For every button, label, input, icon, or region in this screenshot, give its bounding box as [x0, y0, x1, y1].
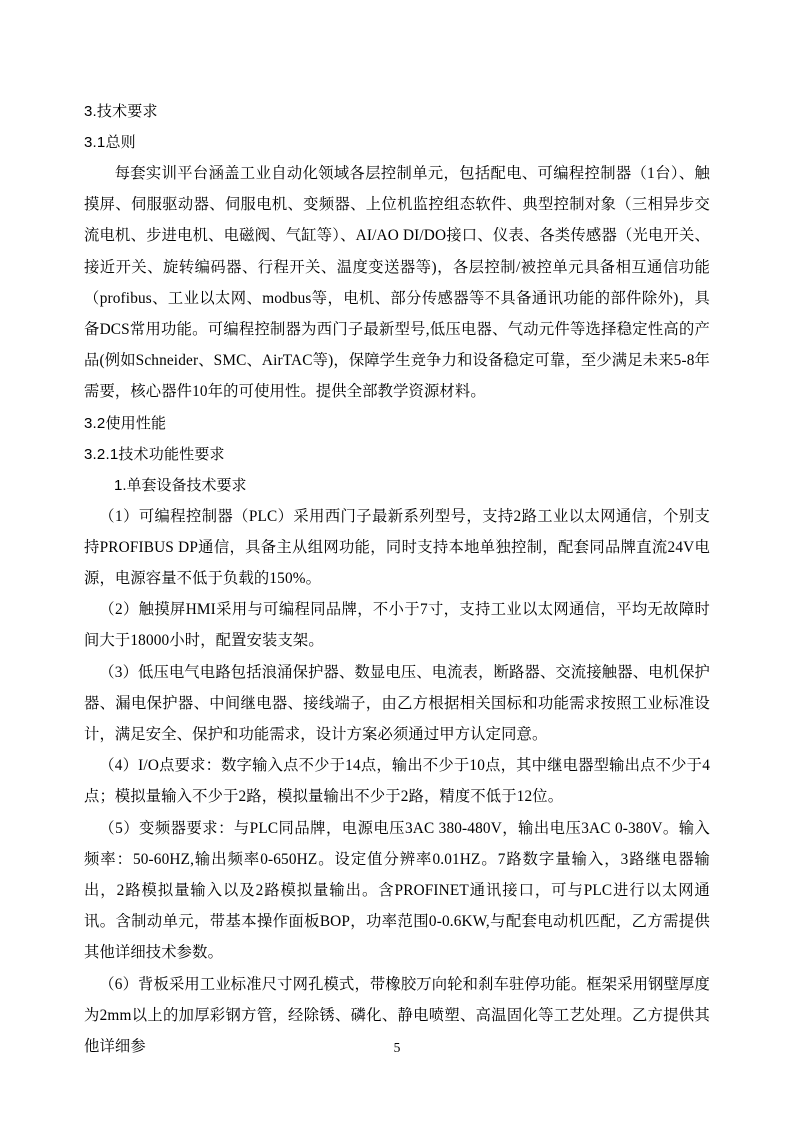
section-heading-3-2: 3.2使用性能: [84, 414, 167, 432]
section-heading-3-2-1: 3.2.1技术功能性要求: [84, 445, 225, 463]
paragraph-item-5-inverter: （5）变频器要求：与PLC同品牌，电源电压3AC 380-480V，输出电压3AC 0-380V。输入频率：50-60HZ,输出频率0-650HZ。设定值分辨率0.01HZ。7路数字量输入，3路继电器输出，2路模拟量输入以及2路模拟量输出。含PROFINET通讯接口，可与PLC进行以太网通讯。含制动单元，带基本操作面板BOP，功率范围0-0.6KW,与配套电动机匹配，乙方需提供其他详细技术参数。: [84, 819, 710, 962]
paragraph-item-2-hmi: （2）触摸屏HMI采用与可编程同品牌，不小于7寸，支持工业以太网通信，平均无故障时间大于18000小时，配置安装支架。: [84, 601, 710, 650]
paragraph-item-4-io-points: （4）I/O点要求：数字输入点不少于14点，输出不少于10点，其中继电器型输出点不少于4点；模拟量输入不少于2路，模拟量输出不少于2路，精度不低于12位。: [84, 757, 710, 806]
document-body: [84, 96, 710, 1062]
paragraph-item-3-low-voltage: （3）低压电气电路包括浪涌保护器、数显电压、电流表，断路器、交流接触器、电机保护器、漏电保护器、中间继电器、接线端子，由乙方根据相关国标和功能需求按照工业标准设计，满足安全、保护和功能需求，设计方案必须通过甲方认定同意。: [84, 663, 710, 744]
paragraph-general-principles: 每套实训平台涵盖工业自动化领域各层控制单元，包括配电、可编程控制器（1台）、触摸屏、伺服驱动器、伺服电机、变频器、上位机监控组态软件、典型控制对象（三相异步交流电机、步进电机、电磁阀、气缸等）、AI/AO DI/DO接口、仪表、各类传感器（光电开关、接近开关、旋转编码器、行程开关、温度变送器等)，各层控制/被控单元具备相互通信功能（profibus、工业以太网、modbus等，电机、部分传感器等不具备通讯功能的部件除外)，具备DCS常用功能。可编程控制器为西门子最新型号,低压电器、气动元件等选择稳定性高的产品(例如Schneider、SMC、AirTAC等)，保障学生竞争力和设备稳定可靠，至少满足未来5-8年需要，核心器件10年的可使用性。提供全部教学资源材料。: [84, 165, 710, 401]
paragraph-item-6-backplane: （6）背板采用工业标准尺寸网孔模式，带橡胶万向轮和刹车驻停功能。框架采用钢壁厚度为2mm以上的加厚彩钢方管，经除锈、磷化、静电喷塑、高温固化等工艺处理。乙方提供其他详细参: [84, 975, 710, 1056]
page-number: 5: [393, 1040, 401, 1055]
paragraph-item-1-plc: （1）可编程控制器（PLC）采用西门子最新系列型号，支持2路工业以太网通信，个别支持PROFIBUS DP通信，具备主从组网功能，同时支持本地单独控制，配套同品牌直流24V电源，电源容量不低于负载的150%。: [84, 507, 710, 588]
sub-heading-single-set: 1.单套设备技术要求: [114, 476, 247, 494]
section-heading-3: 3.技术要求: [84, 103, 158, 120]
section-heading-3-1: 3.1总则: [84, 134, 136, 151]
